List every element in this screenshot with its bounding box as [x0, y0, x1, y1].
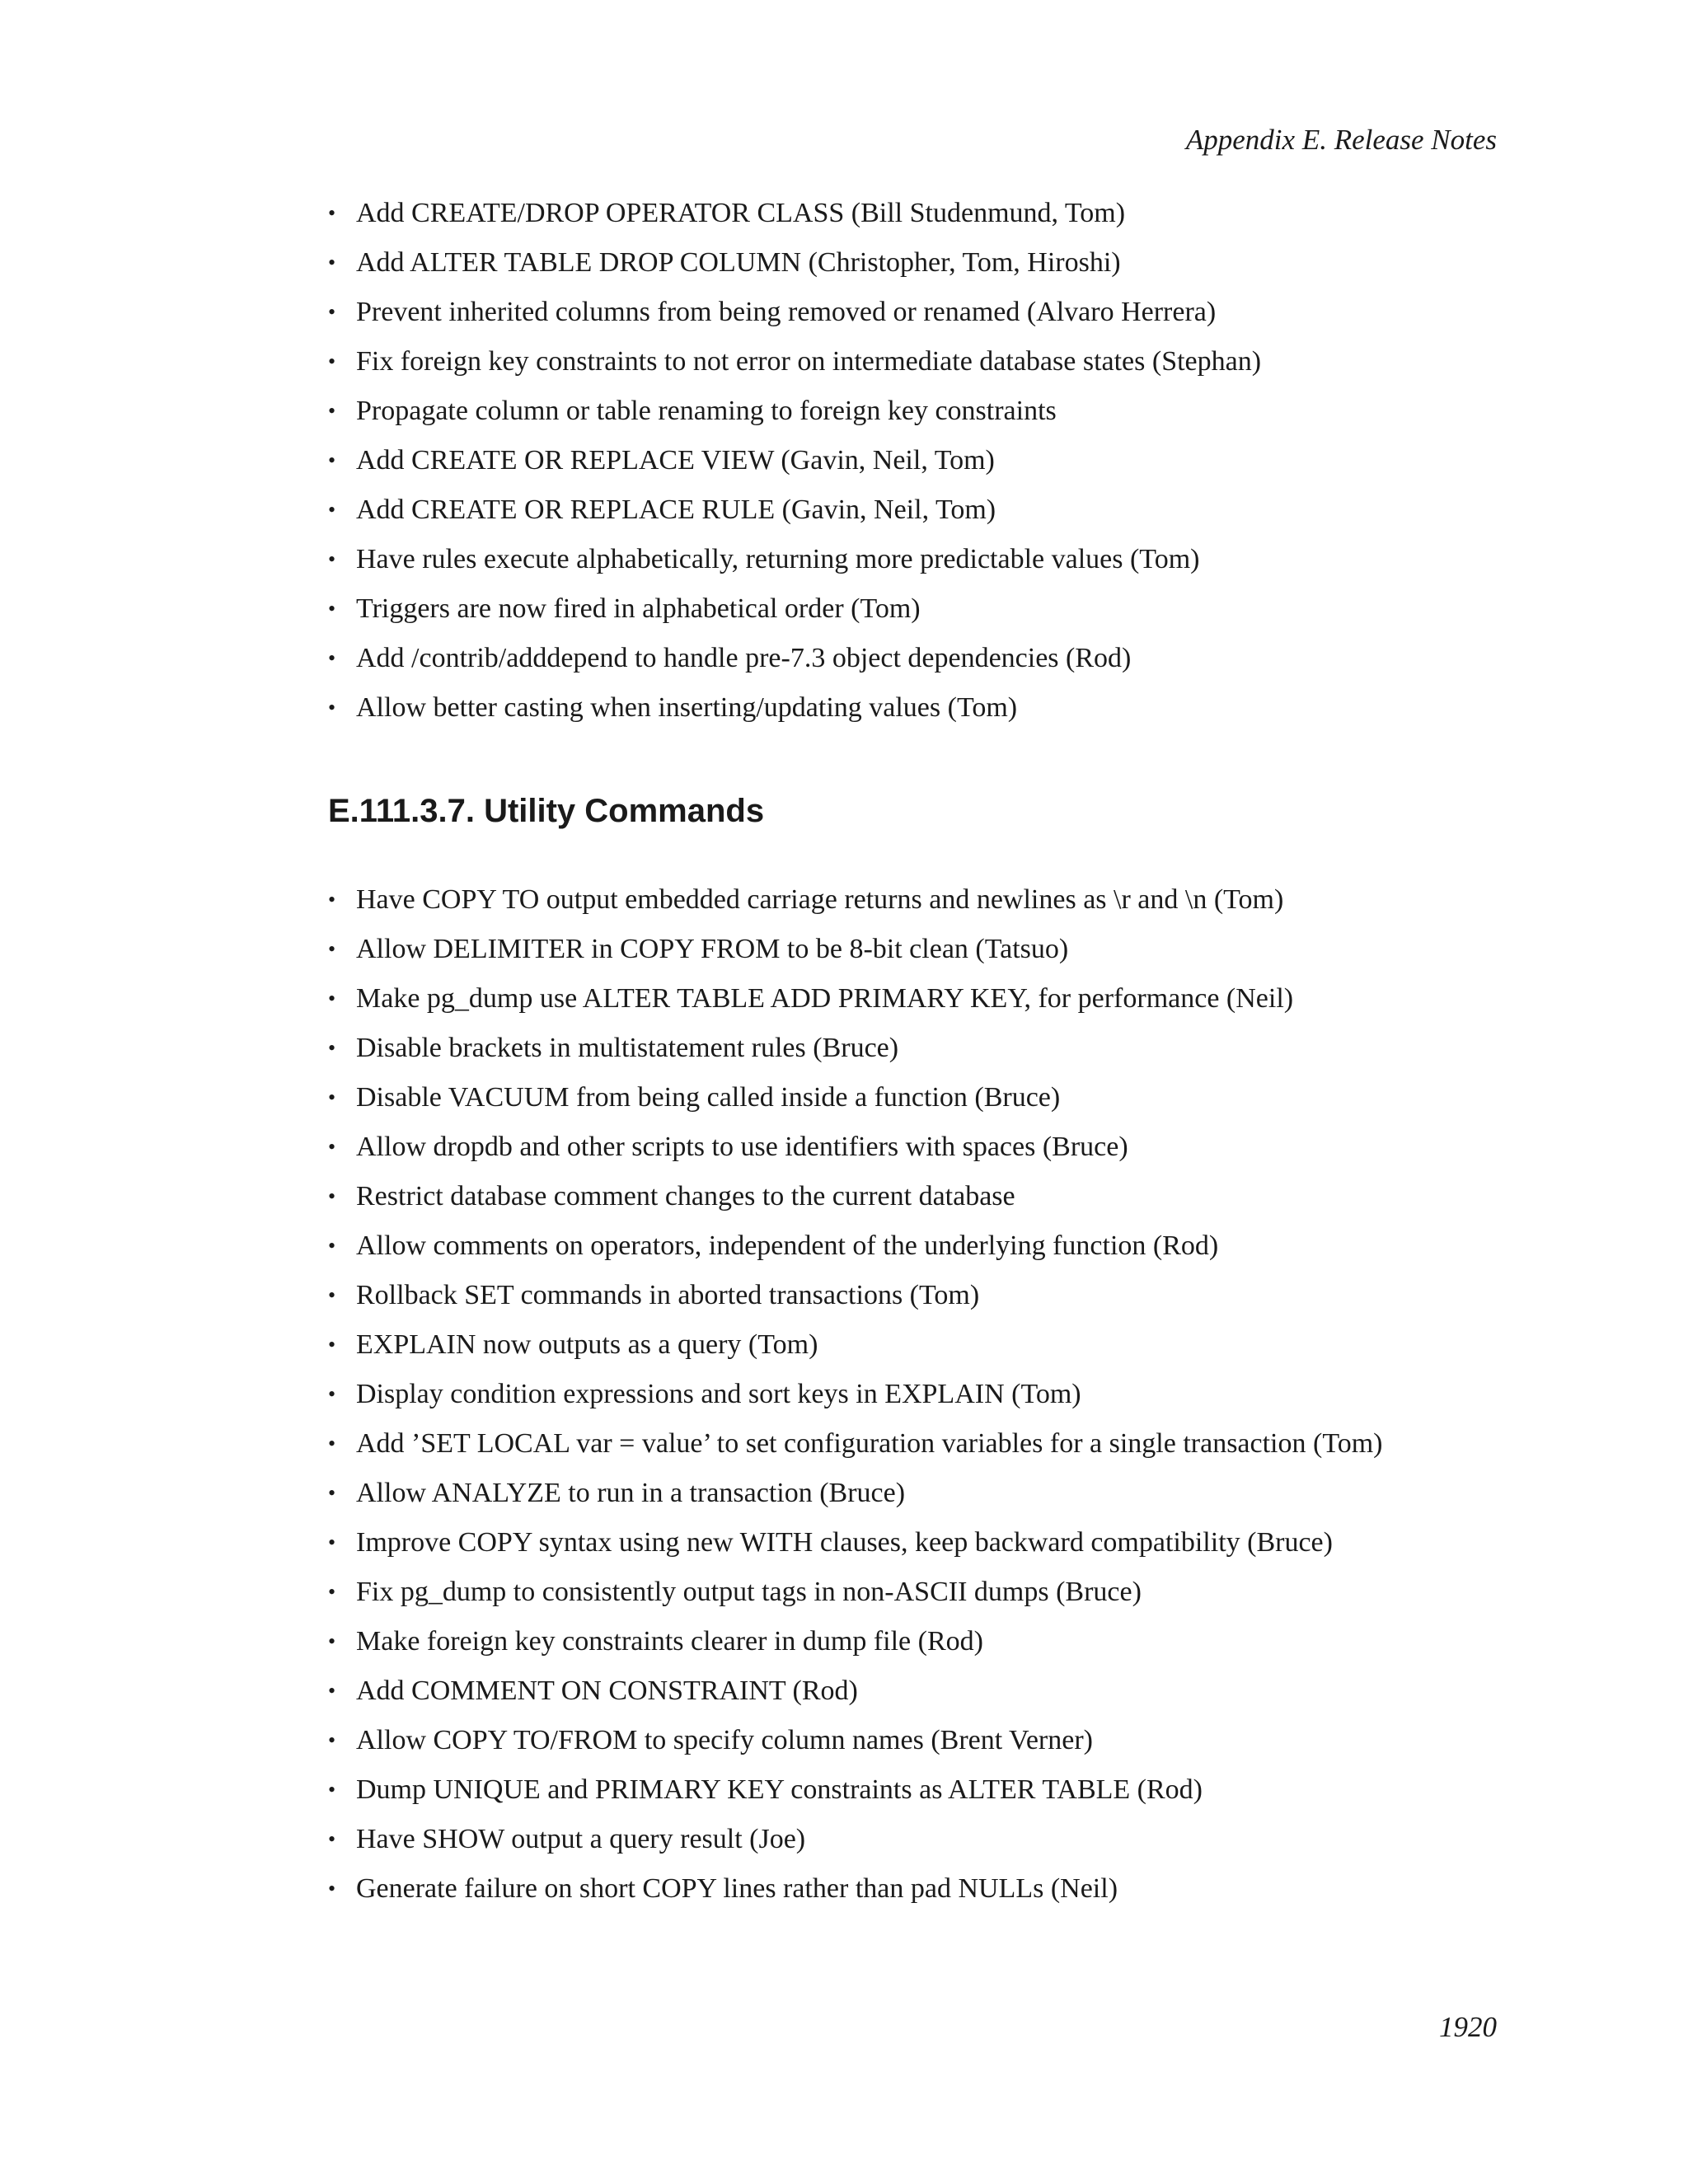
bullet-icon: • — [328, 399, 336, 423]
list-item-text: Allow dropdb and other scripts to use identifiers with spaces (Bruce) — [356, 1132, 1128, 1162]
bullet-icon: • — [328, 1679, 336, 1703]
bullet-icon: • — [328, 498, 336, 522]
bullet-icon: • — [328, 1827, 336, 1851]
list-item — [328, 930, 1382, 980]
bullet-icon: • — [328, 597, 336, 621]
list-item — [328, 881, 1382, 930]
list-item-text: Add /contrib/adddepend to handle pre-7.3 object dependencies (Rod) — [356, 643, 1132, 673]
list-item — [328, 442, 1261, 491]
page-number: 1920 — [1439, 2011, 1497, 2043]
list-item — [328, 1029, 1382, 1079]
running-header: Appendix E. Release Notes — [1185, 124, 1497, 156]
bullet-icon: • — [328, 646, 336, 670]
list-item-text: Disable VACUUM from being called inside a function (Bruce) — [356, 1082, 1061, 1113]
bullet-icon: • — [328, 1629, 336, 1653]
list-item — [328, 1474, 1382, 1524]
list-item — [328, 640, 1261, 689]
list-item-text: Add CREATE/DROP OPERATOR CLASS (Bill Studenmund, Tom) — [356, 198, 1126, 228]
bullet-icon: • — [328, 937, 336, 961]
bullet-icon: • — [328, 1184, 336, 1208]
list-item-text: Prevent inherited columns from being removed or renamed (Alvaro Herrera) — [356, 297, 1217, 327]
list-item — [328, 1821, 1382, 1870]
section-heading: E.111.3.7. Utility Commands — [328, 793, 765, 829]
bullet-icon: • — [328, 1530, 336, 1554]
bullet-icon: • — [328, 1036, 336, 1060]
list-item — [328, 1425, 1382, 1474]
bullet-icon: • — [328, 1135, 336, 1159]
bullet-icon: • — [328, 251, 336, 274]
list-item-text: Improve COPY syntax using new WITH clauses, keep backward compatibility (Bruce) — [356, 1527, 1333, 1558]
bullet-icon: • — [328, 888, 336, 912]
list-item — [328, 1623, 1382, 1672]
list-item-text: Fix foreign key constraints to not error on intermediate database states (Stephan) — [356, 346, 1262, 377]
bullet-list-top — [328, 194, 1261, 738]
list-item-text: Dump UNIQUE and PRIMARY KEY constraints as ALTER TABLE (Rod) — [356, 1774, 1203, 1805]
list-item — [328, 1771, 1382, 1821]
bullet-icon: • — [328, 1333, 336, 1357]
bullet-icon: • — [328, 696, 336, 719]
list-item — [328, 689, 1261, 738]
list-item-text: EXPLAIN now outputs as a query (Tom) — [356, 1329, 818, 1360]
list-item-text: Allow ANALYZE to run in a transaction (Bruce) — [356, 1478, 906, 1508]
list-item — [328, 1277, 1382, 1326]
bullet-icon: • — [328, 1234, 336, 1258]
list-item — [328, 1178, 1382, 1227]
list-item-text: Display condition expressions and sort keys in EXPLAIN (Tom) — [356, 1379, 1081, 1409]
list-item — [328, 980, 1382, 1029]
list-item-text: Generate failure on short COPY lines rather than pad NULLs (Neil) — [356, 1873, 1118, 1904]
list-item — [328, 343, 1261, 392]
list-item — [328, 541, 1261, 590]
bullet-icon: • — [328, 1382, 336, 1406]
list-item-text: Allow COPY TO/FROM to specify column names (Brent Verner) — [356, 1725, 1093, 1755]
list-item-text: Rollback SET commands in aborted transactions (Tom) — [356, 1280, 980, 1310]
list-item-text: Have SHOW output a query result (Joe) — [356, 1824, 806, 1854]
bullet-icon: • — [328, 1085, 336, 1109]
list-item-text: Add CREATE OR REPLACE RULE (Gavin, Neil, Tom) — [356, 494, 996, 525]
bullet-icon: • — [328, 1778, 336, 1802]
bullet-icon: • — [328, 448, 336, 472]
list-item-text: Add ALTER TABLE DROP COLUMN (Christopher, Tom, Hiroshi) — [356, 247, 1121, 278]
list-item-text: Make foreign key constraints clearer in dump file (Rod) — [356, 1626, 983, 1657]
bullet-icon: • — [328, 1432, 336, 1455]
list-item-text: Triggers are now fired in alphabetical order (Tom) — [356, 593, 921, 624]
list-item — [328, 1079, 1382, 1128]
bullet-list-utility-commands — [328, 881, 1382, 1919]
list-item-text: Have rules execute alphabetically, returning more predictable values (Tom) — [356, 544, 1200, 574]
list-item-text: Add ’SET LOCAL var = value’ to set configuration variables for a single transaction (Tom) — [356, 1428, 1383, 1459]
list-item — [328, 590, 1261, 640]
list-item — [328, 1376, 1382, 1425]
list-item-text: Add COMMENT ON CONSTRAINT (Rod) — [356, 1675, 858, 1706]
list-item — [328, 293, 1261, 343]
list-item-text: Restrict database comment changes to the current database — [356, 1181, 1015, 1212]
list-item-text: Fix pg_dump to consistently output tags in non-ASCII dumps (Bruce) — [356, 1577, 1142, 1607]
list-item-text: Add CREATE OR REPLACE VIEW (Gavin, Neil, Tom) — [356, 445, 995, 476]
list-item-text: Allow DELIMITER in COPY FROM to be 8-bit clean (Tatsuo) — [356, 934, 1069, 964]
list-item — [328, 1128, 1382, 1178]
bullet-icon: • — [328, 349, 336, 373]
bullet-icon: • — [328, 987, 336, 1010]
list-item — [328, 244, 1261, 293]
bullet-icon: • — [328, 201, 336, 225]
list-item-text: Disable brackets in multistatement rules (Bruce) — [356, 1033, 899, 1063]
bullet-icon: • — [328, 1283, 336, 1307]
bullet-icon: • — [328, 547, 336, 571]
bullet-icon: • — [328, 1580, 336, 1604]
list-item — [328, 392, 1261, 442]
bullet-icon: • — [328, 300, 336, 324]
bullet-icon: • — [328, 1481, 336, 1505]
list-item-text: Allow comments on operators, independent of the underlying function (Rod) — [356, 1230, 1219, 1261]
list-item-text: Propagate column or table renaming to foreign key constraints — [356, 396, 1057, 426]
list-item — [328, 491, 1261, 541]
list-item — [328, 1326, 1382, 1376]
list-item — [328, 1722, 1382, 1771]
list-item — [328, 194, 1261, 244]
list-item-text: Allow better casting when inserting/updating values (Tom) — [356, 692, 1018, 723]
list-item — [328, 1870, 1382, 1919]
bullet-icon: • — [328, 1877, 336, 1900]
bullet-icon: • — [328, 1728, 336, 1752]
list-item — [328, 1672, 1382, 1722]
list-item — [328, 1524, 1382, 1573]
list-item — [328, 1573, 1382, 1623]
list-item — [328, 1227, 1382, 1277]
list-item-text: Have COPY TO output embedded carriage returns and newlines as \r and \n (Tom) — [356, 884, 1284, 915]
list-item-text: Make pg_dump use ALTER TABLE ADD PRIMARY KEY, for performance (Neil) — [356, 983, 1294, 1014]
